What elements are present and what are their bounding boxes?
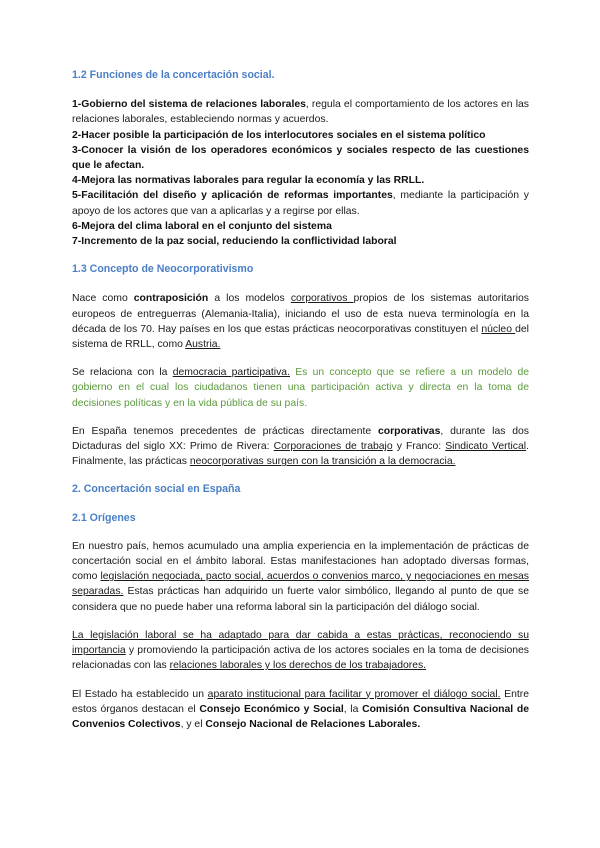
list-item: 5-Facilitación del diseño y aplicación de reformas importantes, mediante la participación y apoyo de los actores que van a aplicarlas y a regirse por ellas. (72, 190, 529, 217)
paragraph: Se relaciona con la democracia participativa. Es un concepto que se refiere a un modelo de gobierno en el cual los ciudadanos tienen una participación activa y directa en la toma de decisiones políticas y en la vida pública de su país. (72, 367, 529, 409)
section-heading-2: 2. Concertación social en España (72, 483, 241, 496)
list-item: 7-Incremento de la paz social, reduciendo la conflictividad laboral (72, 236, 397, 248)
list-item: 4-Mejora las normativas laborales para regular la economía y las RRLL. (72, 175, 425, 187)
list-item: 1-Gobierno del sistema de relaciones laborales, regula el comportamiento de los actores en las relaciones laborales, estableciendo normas y acuerdos. (72, 99, 529, 126)
paragraph: En España tenemos precedentes de prácticas directamente corporativas, durante las dos Dictaduras del siglo XX: Primo de Rivera: Corporaciones de trabajo y Franco: Sindicato Vertical. Finalmente, las prácticas neocorporativas surgen con la transición a la democracia. (72, 425, 530, 468)
paragraph: En nuestro país, hemos acumulado una amplia experiencia en la implementación de prácticas de concertación social en el ámbito laboral. Estas manifestaciones han adoptado diversas formas, como legislación negociada, pacto social, acuerdos o convenios marco, y negociaciones en mesas separadas. Estas prácticas han adquirido un fuerte valor simbólico, llegando al punto de que se considera que no puede haber una reforma laboral sin la participación del diálogo social. (72, 540, 530, 613)
paragraph: Nace como contraposición a los modelos corporativos propios de los sistemas autoritarios europeos de entreguerras (Alemania-Italia), iniciando el uso de esta nueva terminología en la década de los 70. Hay países en los que estas prácticas neocorporativas constituyen el núcleo del sistema de RRLL, como Austria. (72, 293, 529, 351)
section-heading-1-3: 1.3 Concepto de Neocorporativismo (72, 263, 254, 276)
list-item: 2-Hacer posible la participación de los interlocutores sociales en el sistema político (72, 129, 486, 141)
functions-list (72, 97, 529, 249)
section-heading-2-1: 2.1 Orígenes (72, 511, 136, 524)
paragraph: La legislación laboral se ha adaptado para dar cabida a estas prácticas, reconociendo su importancia y promoviendo la participación activa de los actores sociales en la toma de decisiones relacionadas con las relaciones laborales y los derechos de los trabajadores. (72, 629, 529, 672)
list-item: 6-Mejora del clima laboral en el conjunto del sistema (72, 220, 332, 232)
list-item: 3-Conocer la visión de los operadores económicos y sociales respecto de las cuestiones que le afectan. (72, 144, 529, 172)
paragraph: El Estado ha establecido un aparato institucional para facilitar y promover el diálogo social. Entre estos órganos destacan el Consejo Económico y Social, la Comisión Consultiva Nacional de Convenios Colectivos, y el Consejo Nacional de Relaciones Laborales. (72, 688, 529, 730)
document-page (72, 68, 529, 732)
section-heading-1-2: 1.2 Funciones de la concertación social. (72, 69, 275, 81)
